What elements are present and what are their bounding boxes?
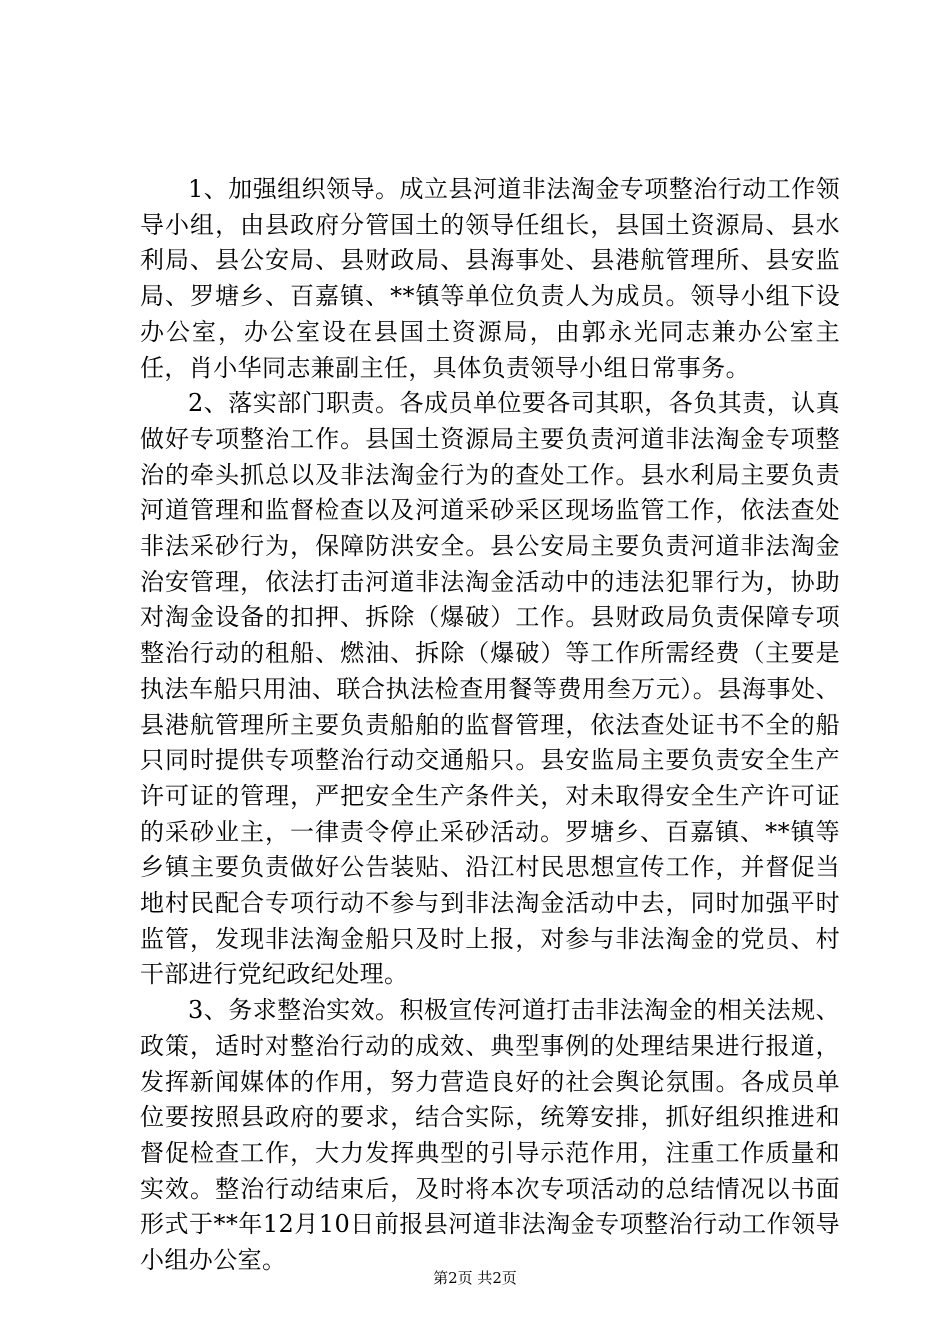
paragraph-rectification-results: 3、务求整治实效。积极宣传河道打击非法淘金的相关法规、政策，适时对整治行动的成效、典型事例的处理结果进行报道，发挥新闻媒体的作用，努力营造良好的社会舆论氛围。各成员单位要按照县政府的要求，结合实际，统筹安排，抓好组织推进和督促检查工作，大力发挥典型的引导示范作用，注重工作质量和实效。整治行动结束后，及时将本次专项活动的总结情况以书面形式于**年12月10日前报县河道非法淘金专项整治行动工作领导小组办公室。 [140,996,840,1275]
page-number-footer: 第2页 共2页 [433,1269,517,1287]
paragraph-strengthen-leadership: 1、加强组织领导。成立县河道非法淘金专项整治行动工作领导小组，由县政府分管国土的领导任组长，县国土资源局、县水利局、县公安局、县财政局、县海事处、县港航管理所、县安监局、罗塘乡、百嘉镇、**镇等单位负责人为成员。领导小组下设办公室，办公室设在县国土资源局，由郭永光同志兼办公室主任，肖小华同志兼副主任，具体负责领导小组日常事务。 [140,175,840,382]
document-body [140,172,840,1279]
paragraph-department-duties: 2、落实部门职责。各成员单位要各司其职，各负其责，认真做好专项整治工作。县国土资源局主要负责河道非法淘金专项整治的牵头抓总以及非法淘金行为的查处工作。县水利局主要负责河道管理和监督检查以及河道采砂采区现场监管工作，依法查处非法采砂行为，保障防洪安全。县公安局主要负责河道非法淘金治安管理，依法打击河道非法淘金活动中的违法犯罪行为，协助对淘金设备的扣押、拆除（爆破）工作。县财政局负责保障专项整治行动的租船、燃油、拆除（爆破）等工作所需经费（主要是执法车船只用油、联合执法检查用餐等费用叁万元）。县海事处、县港航管理所主要负责船舶的监督管理，依法查处证书不全的船只同时提供专项整治行动交通船只。县安监局主要负责安全生产许可证的管理，严把安全生产条件关，对未取得安全生产许可证的采砂业主，一律责令停止采砂活动。罗塘乡、百嘉镇、**镇等乡镇主要负责做好公告装贴、沿江村民思想宣传工作，并督促当地村民配合专项行动不参与到非法淘金活动中去，同时加强平时监管，发现非法淘金船只及时上报，对参与非法淘金的党员、村干部进行党纪政纪处理。 [140,389,840,989]
